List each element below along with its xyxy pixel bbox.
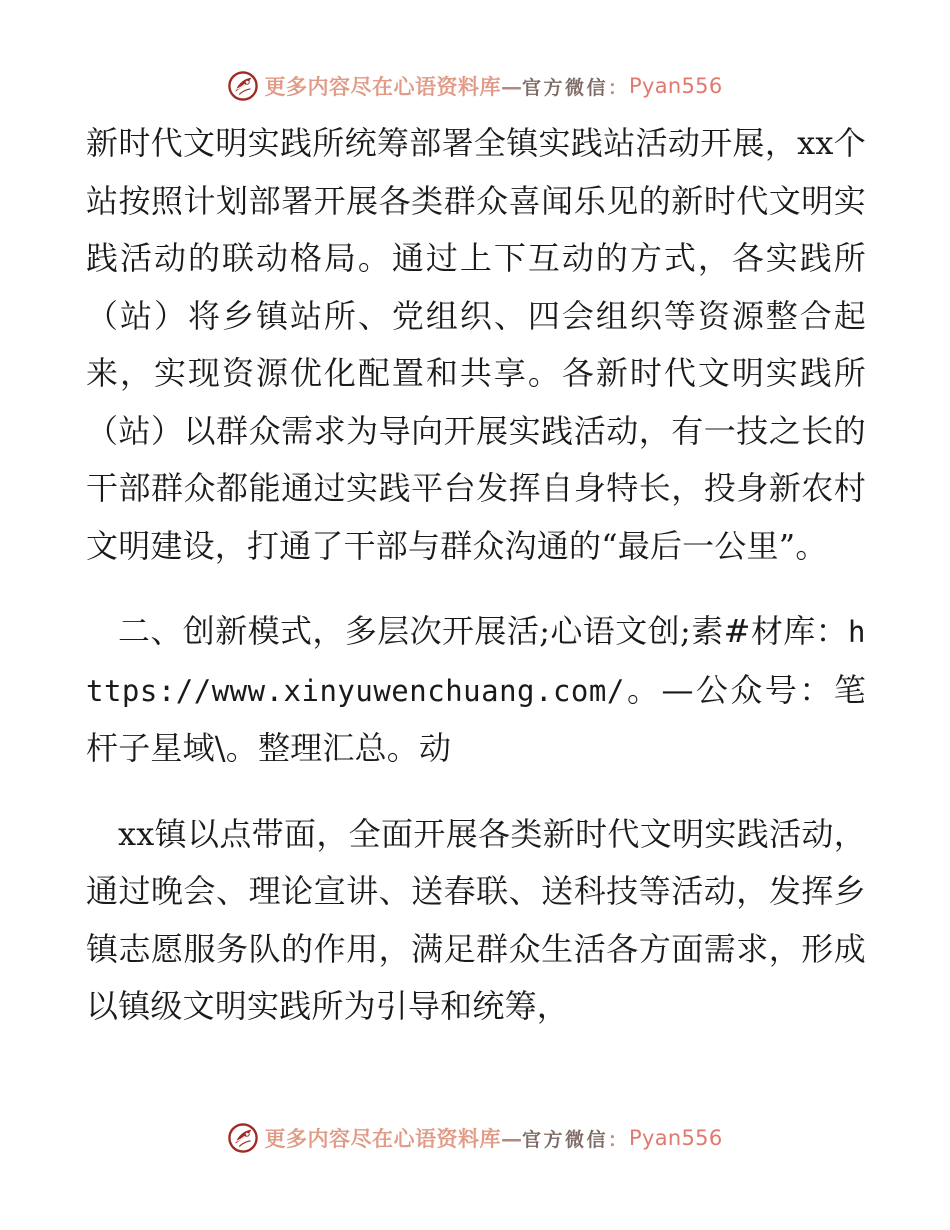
document-body xyxy=(86,115,866,1036)
watermark-secondary-text: 官方微信 xyxy=(522,76,609,99)
resource-url: https://www.xinyuwenchuang.com/ xyxy=(86,615,866,708)
watermark-primary-text: 更多内容尽在心语资料库 xyxy=(264,74,501,99)
paragraph-2-tail: 。—公众号：笔杆子星域\。整理汇总。动 xyxy=(86,670,866,767)
circular-seal-logo-icon xyxy=(228,1123,258,1153)
circular-seal-logo-icon xyxy=(228,71,258,101)
watermark-handle: Pyan556 xyxy=(629,74,723,98)
watermark-colon: ： xyxy=(608,1128,628,1151)
watermark-dash: — xyxy=(501,1125,522,1151)
paragraph-1: 新时代文明实践所统筹部署全镇实践站活动开展，xx个站按照计划部署开展各类群众喜闻乐见的新时代文明实践活动的联动格局。通过上下互动的方式，各实践所（站）将乡镇站所、党组织、四会组织等资源整合起来，实现资源优化配置和共享。各新时代文明实践所（站）以群众需求为导向开展实践活动，有一技之长的干部群众都能通过实践平台发挥自身特长，投身新农村文明建设，打通了干部与群众沟通的“最后一公里”。 xyxy=(86,124,866,565)
watermark-primary-text: 更多内容尽在心语资料库 xyxy=(264,1126,501,1151)
paragraph-2-lead: 二、创新模式，多层次开展活;心语文创;素#材库： xyxy=(118,612,849,650)
header-watermark xyxy=(0,66,950,106)
watermark-colon: ： xyxy=(608,76,628,99)
watermark-handle: Pyan556 xyxy=(629,1126,723,1150)
footer-watermark xyxy=(0,1118,950,1158)
watermark-dash: — xyxy=(501,73,522,99)
watermark-secondary-text: 官方微信 xyxy=(522,1128,609,1151)
paragraph-2 xyxy=(86,603,866,778)
paragraph-3: xx镇以点带面，全面开展各类新时代文明实践活动，通过晚会、理论宣讲、送春联、送科技等活动，发挥乡镇志愿服务队的作用，满足群众生活各方面需求，形成以镇级文明实践所为引导和统筹， xyxy=(86,814,866,1025)
